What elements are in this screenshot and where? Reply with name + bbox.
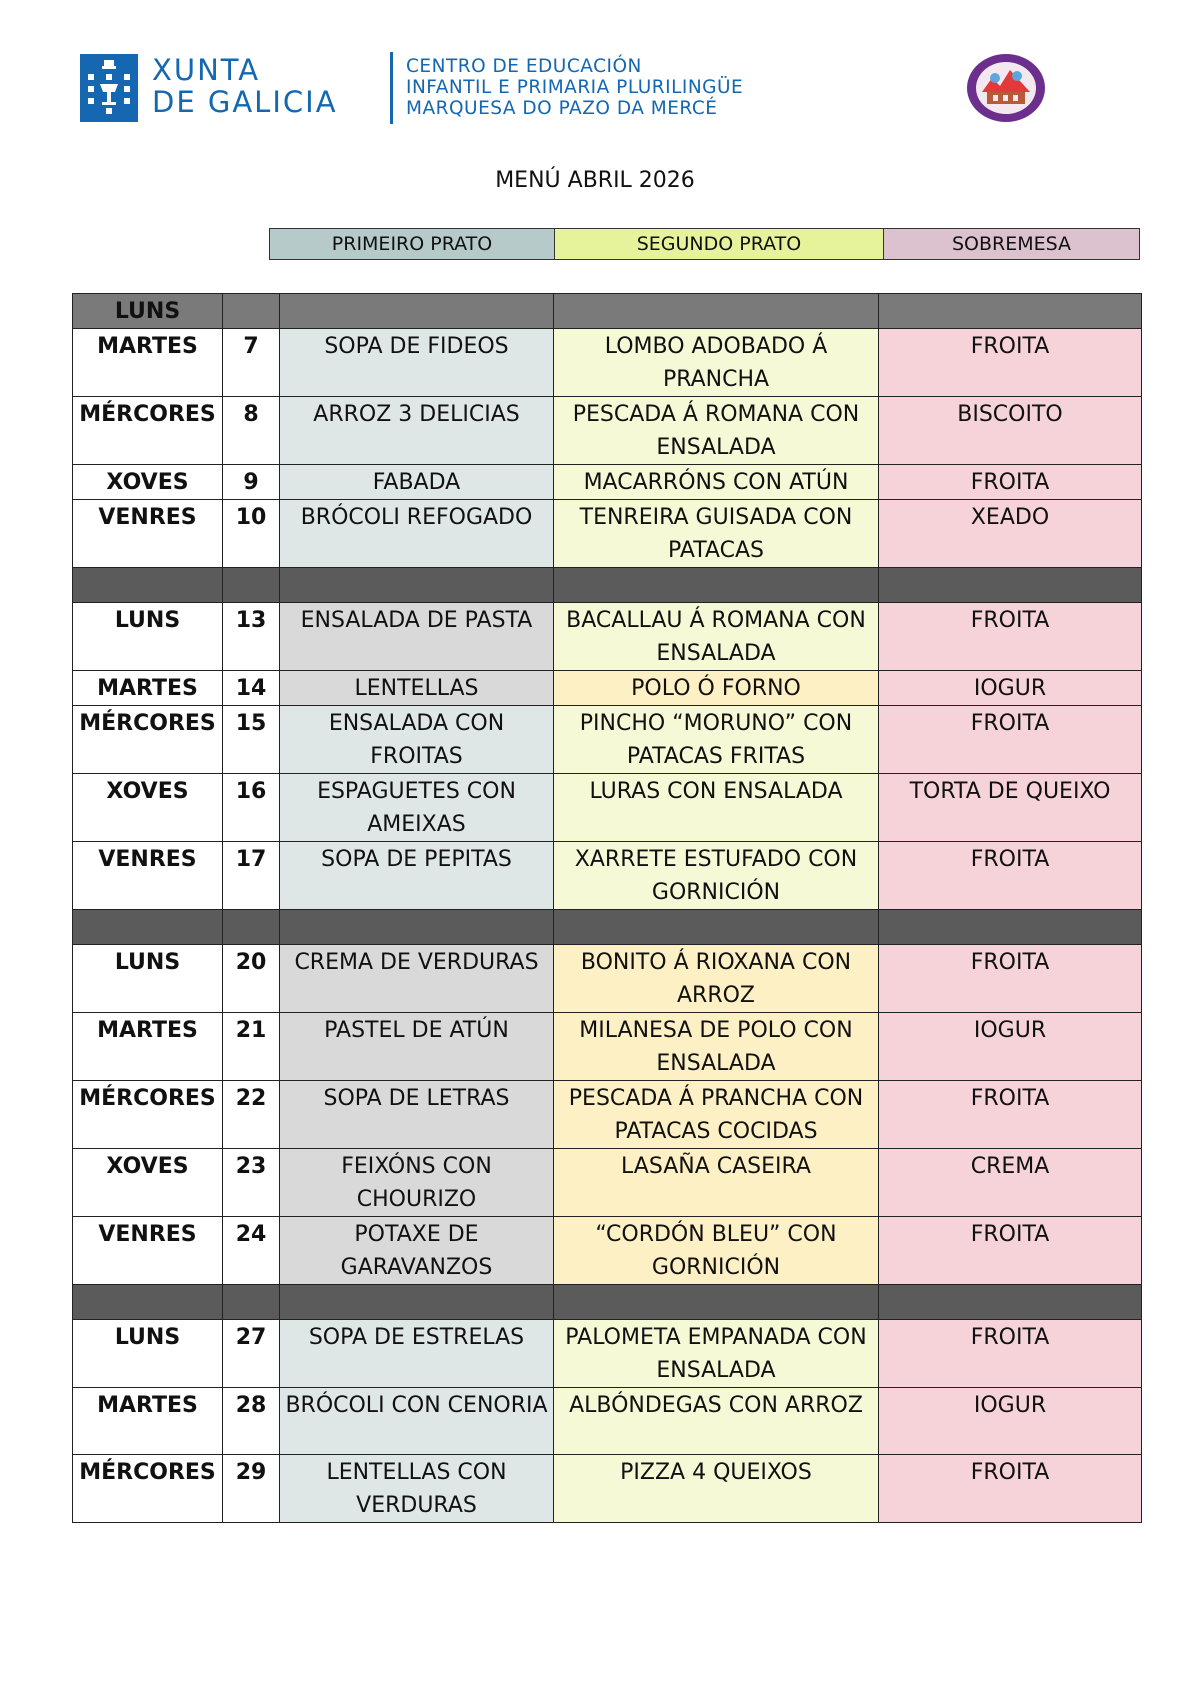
day-number: 21 bbox=[223, 1013, 280, 1081]
day-name: XOVES bbox=[73, 465, 223, 500]
week-separator bbox=[73, 910, 1142, 945]
day-name: MÉRCORES bbox=[73, 397, 223, 465]
table-row bbox=[73, 500, 1142, 568]
second-course: TENREIRA GUISADA CON PATACAS bbox=[554, 500, 879, 568]
dessert: FROITA bbox=[879, 603, 1142, 671]
first-course: PASTEL DE ATÚN bbox=[280, 1013, 554, 1081]
dessert: FROITA bbox=[879, 842, 1142, 910]
first-course: SOPA DE ESTRELAS bbox=[280, 1320, 554, 1388]
dessert: FROITA bbox=[879, 1081, 1142, 1149]
first-course: LENTELLAS bbox=[280, 671, 554, 706]
day-name: LUNS bbox=[73, 1320, 223, 1388]
table-row bbox=[73, 1320, 1142, 1388]
school-line-1: CENTRO DE EDUCACIÓN bbox=[406, 56, 642, 77]
second-course: XARRETE ESTUFADO CON GORNICIÓN bbox=[554, 842, 879, 910]
table-row bbox=[73, 465, 1142, 500]
first-course: ENSALADA CON FROITAS bbox=[280, 706, 554, 774]
dessert: FROITA bbox=[879, 1455, 1142, 1523]
day-name: MÉRCORES bbox=[73, 706, 223, 774]
first-course bbox=[280, 294, 554, 329]
day-number: 10 bbox=[223, 500, 280, 568]
day-name: LUNS bbox=[73, 294, 223, 329]
day-number bbox=[223, 294, 280, 329]
dessert: BISCOITO bbox=[879, 397, 1142, 465]
table-row bbox=[73, 706, 1142, 774]
day-number: 14 bbox=[223, 671, 280, 706]
dessert: TORTA DE QUEIXO bbox=[879, 774, 1142, 842]
document-header bbox=[80, 52, 1060, 126]
day-number: 15 bbox=[223, 706, 280, 774]
school-line-2: INFANTIL E PRIMARIA PLURILINGÜE bbox=[406, 77, 744, 98]
table-row bbox=[73, 294, 1142, 329]
legend-dessert: SOBREMESA bbox=[884, 229, 1139, 259]
second-course: “CORDÓN BLEU” CON GORNICIÓN bbox=[554, 1217, 879, 1285]
dessert: IOGUR bbox=[879, 1013, 1142, 1081]
first-course: BRÓCOLI CON CENORIA bbox=[280, 1388, 554, 1455]
day-name: MARTES bbox=[73, 671, 223, 706]
legend-second-course: SEGUNDO PRATO bbox=[555, 229, 884, 259]
table-row bbox=[73, 1455, 1142, 1523]
xunta-emblem-icon bbox=[80, 54, 138, 122]
day-name: MARTES bbox=[73, 1013, 223, 1081]
school-line-3: MARQUESA DO PAZO DA MERCÉ bbox=[406, 98, 718, 119]
second-course: BONITO Á RIOXANA CON ARROZ bbox=[554, 945, 879, 1013]
dessert: IOGUR bbox=[879, 1388, 1142, 1455]
table-row bbox=[73, 603, 1142, 671]
header-divider bbox=[390, 52, 393, 124]
dessert: FROITA bbox=[879, 1217, 1142, 1285]
day-name: XOVES bbox=[73, 1149, 223, 1217]
table-row bbox=[73, 397, 1142, 465]
day-name: LUNS bbox=[73, 945, 223, 1013]
course-legend bbox=[269, 228, 1140, 260]
first-course: ENSALADA DE PASTA bbox=[280, 603, 554, 671]
xunta-line-2: DE GALICIA bbox=[152, 85, 338, 119]
table-row bbox=[73, 1217, 1142, 1285]
second-course: MACARRÓNS CON ATÚN bbox=[554, 465, 879, 500]
legend-first-course: PRIMEIRO PRATO bbox=[270, 229, 555, 259]
second-course: PESCADA Á PRANCHA CON PATACAS COCIDAS bbox=[554, 1081, 879, 1149]
second-course: LURAS CON ENSALADA bbox=[554, 774, 879, 842]
table-row bbox=[73, 774, 1142, 842]
day-number: 27 bbox=[223, 1320, 280, 1388]
table-row bbox=[73, 1081, 1142, 1149]
school-name bbox=[406, 56, 743, 119]
dessert: FROITA bbox=[879, 945, 1142, 1013]
dessert bbox=[879, 294, 1142, 329]
dessert: XEADO bbox=[879, 500, 1142, 568]
second-course: PINCHO “MORUNO” CON PATACAS FRITAS bbox=[554, 706, 879, 774]
first-course: ARROZ 3 DELICIAS bbox=[280, 397, 554, 465]
day-name: MÉRCORES bbox=[73, 1455, 223, 1523]
day-number: 29 bbox=[223, 1455, 280, 1523]
dessert: IOGUR bbox=[879, 671, 1142, 706]
menu-table bbox=[72, 293, 1142, 1523]
second-course: LOMBO ADOBADO Á PRANCHA bbox=[554, 329, 879, 397]
dessert: FROITA bbox=[879, 329, 1142, 397]
second-course: PALOMETA EMPANADA CON ENSALADA bbox=[554, 1320, 879, 1388]
week-separator bbox=[73, 1285, 1142, 1320]
day-number: 13 bbox=[223, 603, 280, 671]
first-course: CREMA DE VERDURAS bbox=[280, 945, 554, 1013]
day-name: MARTES bbox=[73, 1388, 223, 1455]
day-number: 28 bbox=[223, 1388, 280, 1455]
day-number: 20 bbox=[223, 945, 280, 1013]
day-number: 23 bbox=[223, 1149, 280, 1217]
day-name: VENRES bbox=[73, 1217, 223, 1285]
day-name: VENRES bbox=[73, 500, 223, 568]
week-separator bbox=[73, 568, 1142, 603]
dessert: CREMA bbox=[879, 1149, 1142, 1217]
xunta-line-1: XUNTA bbox=[152, 53, 261, 87]
day-number: 24 bbox=[223, 1217, 280, 1285]
second-course: MILANESA DE POLO CON ENSALADA bbox=[554, 1013, 879, 1081]
day-name: VENRES bbox=[73, 842, 223, 910]
second-course bbox=[554, 294, 879, 329]
day-name: LUNS bbox=[73, 603, 223, 671]
table-row bbox=[73, 945, 1142, 1013]
table-row bbox=[73, 1388, 1142, 1455]
table-row bbox=[73, 1149, 1142, 1217]
first-course: FEIXÓNS CON CHOURIZO bbox=[280, 1149, 554, 1217]
second-course: PIZZA 4 QUEIXOS bbox=[554, 1455, 879, 1523]
second-course: ALBÓNDEGAS CON ARROZ bbox=[554, 1388, 879, 1455]
day-number: 17 bbox=[223, 842, 280, 910]
xunta-wordmark bbox=[152, 54, 338, 118]
table-row bbox=[73, 842, 1142, 910]
dessert: FROITA bbox=[879, 465, 1142, 500]
second-course: LASAÑA CASEIRA bbox=[554, 1149, 879, 1217]
day-number: 22 bbox=[223, 1081, 280, 1149]
dessert: FROITA bbox=[879, 706, 1142, 774]
day-number: 9 bbox=[223, 465, 280, 500]
dessert: FROITA bbox=[879, 1320, 1142, 1388]
school-seal-icon bbox=[965, 52, 1047, 124]
day-number: 8 bbox=[223, 397, 280, 465]
day-name: MARTES bbox=[73, 329, 223, 397]
table-row bbox=[73, 1013, 1142, 1081]
first-course: LENTELLAS CON VERDURAS bbox=[280, 1455, 554, 1523]
second-course: BACALLAU Á ROMANA CON ENSALADA bbox=[554, 603, 879, 671]
table-row bbox=[73, 671, 1142, 706]
first-course: FABADA bbox=[280, 465, 554, 500]
day-number: 16 bbox=[223, 774, 280, 842]
day-name: MÉRCORES bbox=[73, 1081, 223, 1149]
day-number: 7 bbox=[223, 329, 280, 397]
first-course: POTAXE DE GARAVANZOS bbox=[280, 1217, 554, 1285]
first-course: BRÓCOLI REFOGADO bbox=[280, 500, 554, 568]
first-course: SOPA DE LETRAS bbox=[280, 1081, 554, 1149]
second-course: POLO Ó FORNO bbox=[554, 671, 879, 706]
day-name: XOVES bbox=[73, 774, 223, 842]
first-course: SOPA DE FIDEOS bbox=[280, 329, 554, 397]
first-course: ESPAGUETES CON AMEIXAS bbox=[280, 774, 554, 842]
first-course: SOPA DE PEPITAS bbox=[280, 842, 554, 910]
table-row bbox=[73, 329, 1142, 397]
second-course: PESCADA Á ROMANA CON ENSALADA bbox=[554, 397, 879, 465]
page-title: MENÚ ABRIL 2026 bbox=[495, 168, 695, 193]
